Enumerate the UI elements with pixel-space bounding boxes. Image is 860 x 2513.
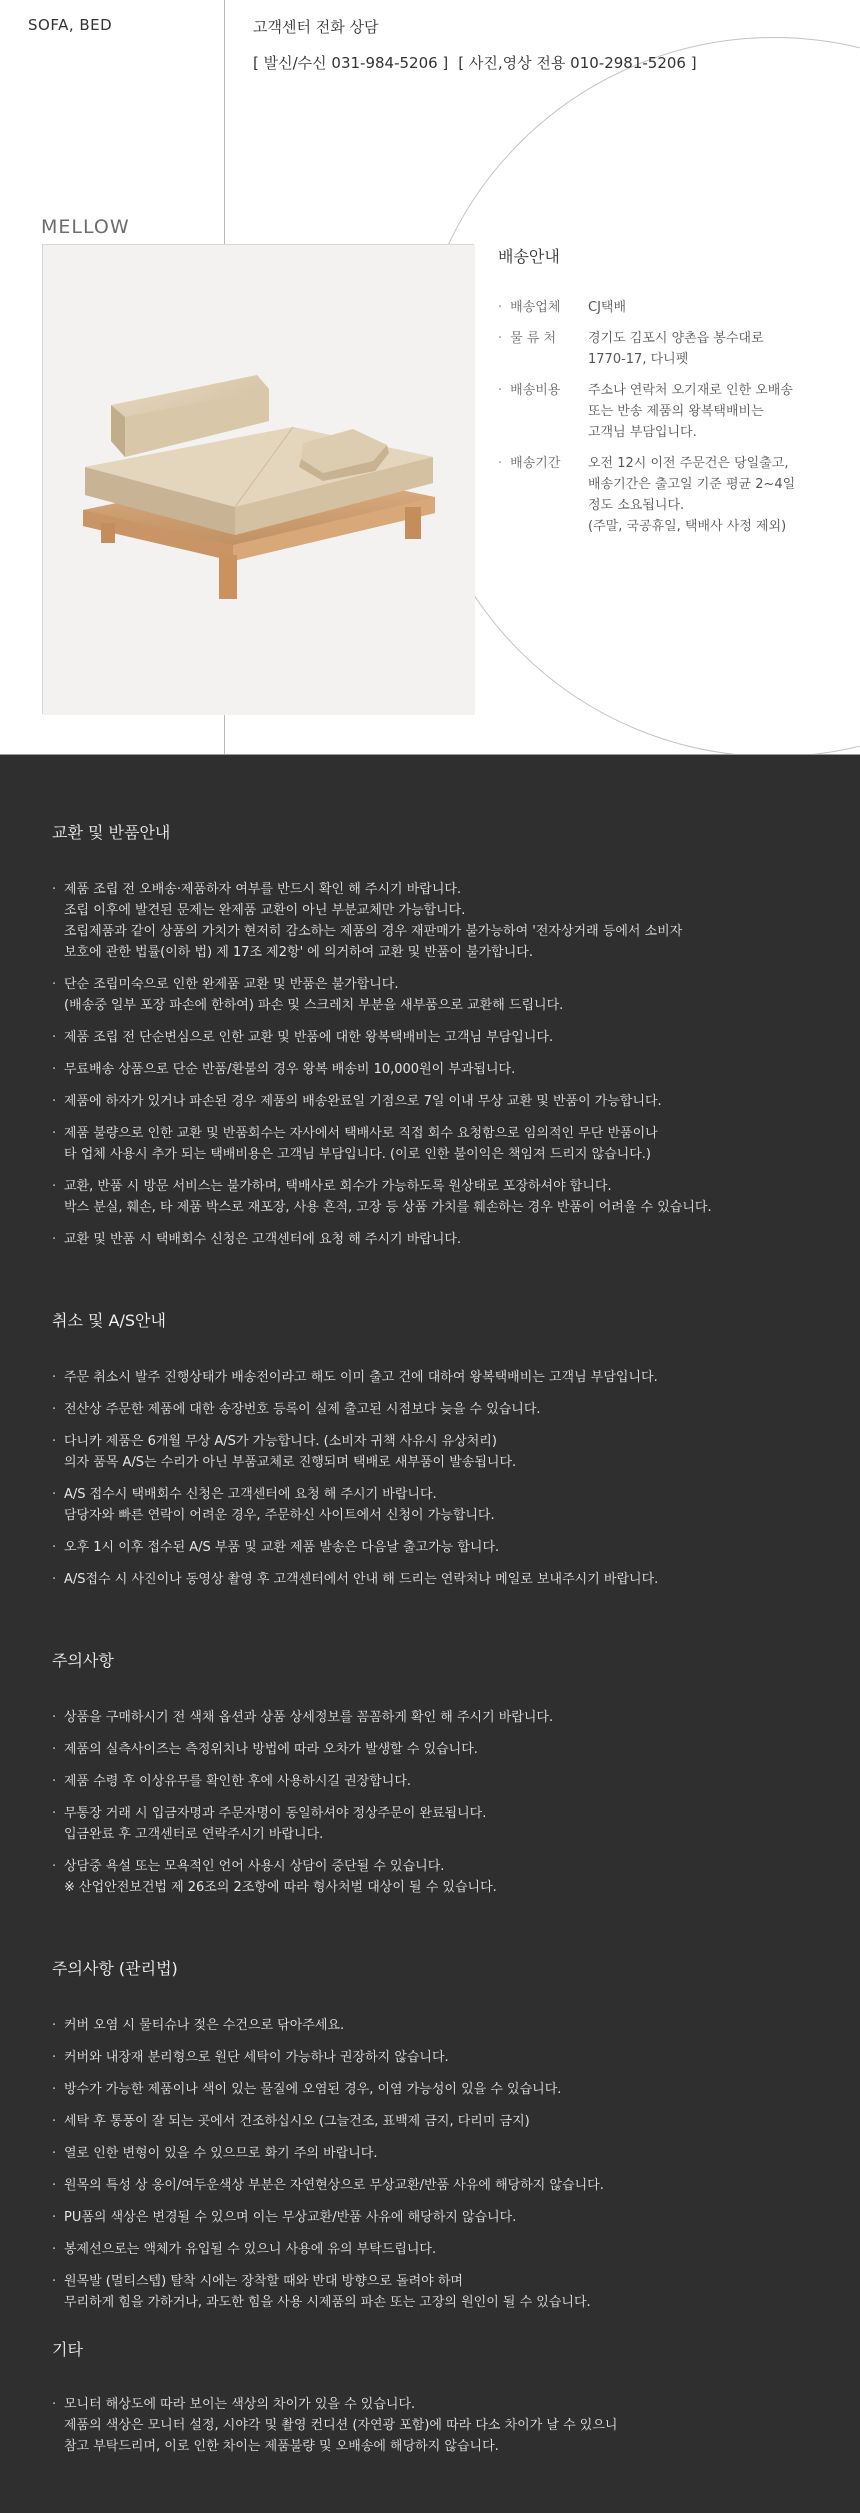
notice-item (52, 2175, 810, 2196)
shipping-value-line: 경기도 김포시 양촌읍 봉수대로 (588, 331, 764, 346)
section-care (52, 1956, 810, 2313)
notice-line: · 제품의 실측사이즈는 측정위치나 방법에 따라 오차가 발생할 수 있습니다. (64, 1742, 478, 1757)
notice-item (52, 1856, 810, 1898)
notice-line: 담당자와 빠른 연락이 어려운 경우, 주문하신 사이트에서 신청이 가능합니다. (64, 1508, 495, 1523)
item-list (52, 1367, 810, 1590)
category-label: SOFA, BED (28, 16, 113, 34)
notice-line: 무리하게 힘을 가하거나, 과도한 힘을 사용 시제품의 파손 또는 고장의 원인이 될 수 있습니다. (64, 2295, 591, 2310)
notice-line: · A/S 접수시 택배회수 신청은 고객센터에 요청 해 주시기 바랍니다. (64, 1487, 437, 1502)
notice-item (52, 2111, 810, 2132)
item-list (52, 1707, 810, 1898)
notice-item (52, 1707, 810, 1728)
notice-item (52, 2394, 810, 2457)
notice-item (52, 2079, 810, 2100)
notice-item (52, 2239, 810, 2260)
shipping-row (498, 328, 838, 370)
notice-item (52, 2271, 810, 2313)
notice-line: · 상품을 구매하시기 전 색채 옵션과 상품 상세정보를 꼼꼼하게 확인 해 주시기 바랍니다. (64, 1710, 554, 1725)
notice-item (52, 1091, 810, 1112)
notice-line: 조립 이후에 발견된 문제는 완제품 교환이 아닌 부분교체만 가능합니다. (64, 903, 466, 918)
notice-line: 타 업체 사용시 추가 되는 택배비용은 고객님 부담입니다. (이로 인한 불이익은 책임져 드리지 않습니다.) (64, 1147, 652, 1162)
shipping-label: · 배송비용 (498, 380, 588, 443)
product-header-section (0, 0, 860, 755)
item-list (52, 879, 810, 1250)
notice-line: · 원목의 특성 상 옹이/여두운색상 부분은 자연현상으로 무상교환/반품 사유에 해당하지 않습니다. (64, 2178, 604, 2193)
notice-line: 제품의 색상은 모니터 설정, 시야각 및 촬영 컨디션 (자연광 포함)에 따라 다소 차이가 날 수 있으니 (64, 2418, 618, 2433)
notice-line: · 다니카 제품은 6개월 무상 A/S가 가능합니다. (소비자 귀책 사유시 유상처리) (64, 1434, 497, 1449)
notice-line: · A/S접수 시 사진이나 동영상 촬영 후 고객센터에서 안내 해 드리는 연락처나 메일로 보내주시기 바랍니다. (64, 1572, 659, 1587)
notice-line: · 교환, 반품 시 방문 서비스는 불가하며, 택배사로 회수가 가능하도록 원상태로 포장하셔야 합니다. (64, 1179, 612, 1194)
notice-line: (배송중 일부 포장 파손에 한하여) 파손 및 스크레치 부분을 새부품으로 교환해 드립니다. (64, 998, 564, 1013)
notice-line: · 원목발 (멀티스텝) 탈착 시에는 장착할 때와 반대 방향으로 돌려야 하며 (64, 2274, 463, 2289)
notice-line: · 상담중 욕설 또는 모욕적인 언어 사용시 상담이 중단될 수 있습니다. (64, 1859, 445, 1874)
notice-line: · 오후 1시 이후 접수된 A/S 부품 및 교환 제품 발송은 다음날 출고가능 합니다. (64, 1540, 500, 1555)
shipping-value-line: CJ택배 (588, 300, 627, 315)
notice-line: 보호에 관한 법률(이하 법) 제 17조 제2항' 에 의거하여 교환 및 반품이 불가합니다. (64, 945, 533, 960)
notice-item (52, 1771, 810, 1792)
notice-line: · 전산상 주문한 제품에 대한 송장번호 등록이 실제 출고된 시점보다 늦을 수 있습니다. (64, 1402, 541, 1417)
notice-line: 조립제품과 같이 상품의 가치가 현저히 감소하는 제품의 경우 재판매가 불가능하여 '전자상거래 등에서 소비자 (64, 924, 683, 939)
notice-item (52, 2015, 810, 2036)
notice-item (52, 1367, 810, 1388)
notice-line: · 봉제선으로는 액체가 유입될 수 있으니 사용에 유의 부탁드립니다. (64, 2242, 437, 2257)
sofa-bed-illustration (43, 245, 475, 715)
shipping-title: 배송안내 (498, 247, 560, 266)
notice-item (52, 974, 810, 1016)
cs-phone-numbers (253, 52, 707, 73)
notice-line: · 커버 오염 시 물티슈나 젖은 수건으로 닦아주세요. (64, 2018, 345, 2033)
notice-item (52, 1176, 810, 1218)
notice-item (52, 1484, 810, 1526)
shipping-value-line: 1770-17, 다니펫 (588, 352, 689, 367)
notice-item (52, 1739, 810, 1760)
notice-line: · 교환 및 반품 시 택배회수 신청은 고객센터에 요청 해 주시기 바랍니다. (64, 1232, 462, 1247)
notice-item (52, 2207, 810, 2228)
notice-line: · 제품에 하자가 있거나 파손된 경우 제품의 배송완료일 기점으로 7일 이내 무상 교환 및 반품이 가능합니다. (64, 1094, 662, 1109)
notice-line: · 무통장 거래 시 입금자명과 주문자명이 동일하셔야 정상주문이 완료됩니다. (64, 1806, 487, 1821)
notice-line: · 커버와 내장재 분리형으로 원단 세탁이 가능하나 권장하지 않습니다. (64, 2050, 449, 2065)
product-name: MELLOW (41, 216, 130, 238)
shipping-label: · 배송업체 (498, 297, 588, 318)
section-cancel-as (52, 1308, 810, 1590)
notice-line: · 방수가 가능한 제품이나 색이 있는 물질에 오염된 경우, 이염 가능성이 있을 수 있습니다. (64, 2082, 562, 2097)
notice-item (52, 2143, 810, 2164)
notice-item (52, 1059, 810, 1080)
item-list (52, 2015, 810, 2313)
notice-item (52, 1803, 810, 1845)
notice-line: · 제품 조립 전 단순변심으로 인한 교환 및 반품에 대한 왕복택배비는 고객님 부담입니다. (64, 1030, 554, 1045)
notice-line: · 제품 조립 전 오배송·제품하자 여부를 반드시 확인 해 주시기 바랍니다. (64, 882, 462, 897)
shipping-value-line: 또는 반송 제품의 왕복택배비는 (588, 404, 764, 419)
product-photo (42, 244, 474, 714)
shipping-value (588, 453, 828, 537)
notice-line: · PU폼의 색상은 변경될 수 있으며 이는 무상교환/반품 사유에 해당하지 않습니다. (64, 2210, 517, 2225)
notice-item (52, 1027, 810, 1048)
section-exchange-return (52, 820, 810, 1250)
notice-line: 참고 부탁드리며, 이로 인한 차이는 제품불량 및 오배송에 해당하지 않습니다. (64, 2439, 499, 2454)
notice-line: · 열로 인한 변형이 있을 수 있으므로 화기 주의 바랍니다. (64, 2146, 378, 2161)
shipping-info (498, 244, 838, 547)
notice-line: · 모니터 해상도에 따라 보이는 색상의 차이가 있을 수 있습니다. (64, 2397, 416, 2412)
notice-item (52, 1399, 810, 1420)
notice-item (52, 1431, 810, 1473)
shipping-value-line: 오전 12시 이전 주문건은 당일출고, (588, 456, 789, 471)
shipping-label: · 물 류 처 (498, 328, 588, 370)
notice-line: · 단순 조립미숙으로 인한 완제품 교환 및 반품은 불가합니다. (64, 977, 399, 992)
shipping-value (588, 328, 828, 370)
shipping-value-line: 고객님 부담입니다. (588, 425, 697, 440)
shipping-value-line: 배송기간은 출고일 기준 평균 2~4일 (588, 477, 796, 492)
shipping-value-line: (주말, 국공휴일, 택배사 사정 제외) (588, 519, 787, 534)
shipping-label: · 배송기간 (498, 453, 588, 537)
notice-line: · 세탁 후 통풍이 잘 되는 곳에서 건조하십시오 (그늘건조, 표백제 금지, 다리미 금지) (64, 2114, 530, 2129)
notice-line: · 제품 불량으로 인한 교환 및 반품회수는 자사에서 택배사로 직접 회수 요청함으로 임의적인 무단 반품이나 (64, 1126, 658, 1141)
notice-line: · 주문 취소시 발주 진행상태가 배송전이라고 해도 이미 출고 건에 대하여 왕복택배비는 고객님 부담입니다. (64, 1370, 658, 1385)
section-title: 교환 및 반품안내 (52, 823, 171, 842)
notice-line: 의자 품목 A/S는 수리가 아닌 부품교체로 진행되며 택배로 새부품이 발송됩니다. (64, 1455, 517, 1470)
shipping-row (498, 380, 838, 443)
notice-line: ※ 산업안전보건법 제 26조의 2조항에 따라 형사처벌 대상이 될 수 있습니다. (64, 1880, 497, 1895)
phone-main: [ 발신/수신 031-984-5206 ] (253, 54, 449, 72)
phone-media: [ 사진,영상 전용 010-2981-5206 ] (458, 54, 697, 72)
shipping-value-line: 주소나 연락처 오기재로 인한 오배송 (588, 383, 793, 398)
section-title: 취소 및 A/S안내 (52, 1311, 166, 1330)
notice-item (52, 1229, 810, 1250)
notice-item (52, 2047, 810, 2068)
shipping-rows (498, 297, 838, 537)
notice-line: · 제품 수령 후 이상유무를 확인한 후에 사용하시길 권장합니다. (64, 1774, 412, 1789)
shipping-row (498, 453, 838, 537)
notice-section (0, 755, 860, 2513)
notice-line: · 무료배송 상품으로 단순 반품/환불의 경우 왕복 배송비 10,000원이 부과됩니다. (64, 1062, 516, 1077)
cs-title: 고객센터 전화 상담 (253, 18, 379, 36)
notice-item (52, 1123, 810, 1165)
shipping-value (588, 297, 828, 318)
notice-item (52, 1569, 810, 1590)
section-title: 주의사항 (관리법) (52, 1959, 178, 1978)
notice-item (52, 879, 810, 963)
notice-item (52, 1537, 810, 1558)
section-title: 기타 (52, 2340, 83, 2359)
item-list (52, 2394, 810, 2457)
section-title: 주의사항 (52, 1651, 114, 1670)
shipping-row (498, 297, 838, 318)
section-caution (52, 1648, 810, 1898)
shipping-value-line: 정도 소요됩니다. (588, 498, 685, 513)
section-etc (52, 2337, 810, 2457)
shipping-value (588, 380, 828, 443)
notice-line: 입금완료 후 고객센터로 연락주시기 바랍니다. (64, 1827, 324, 1842)
notice-line: 박스 분실, 훼손, 타 제품 박스로 재포장, 사용 흔적, 고장 등 상품 가치를 훼손하는 경우 반품이 어려울 수 있습니다. (64, 1200, 712, 1215)
